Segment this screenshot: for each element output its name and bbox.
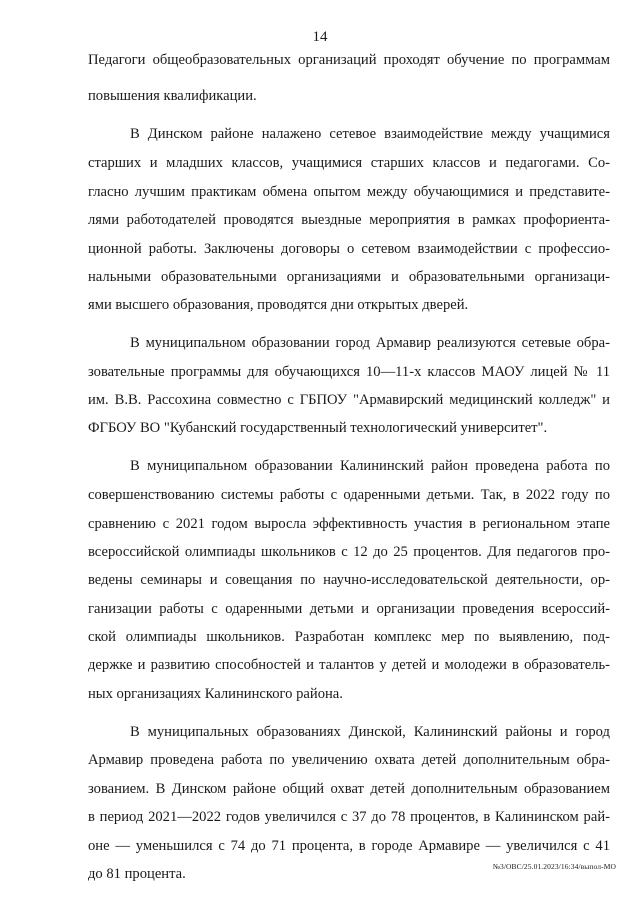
text-line: держке и развитию способностей и талантов у детей и молодежи в образователь- <box>88 657 610 673</box>
text-line: повышения квалификации. <box>88 88 257 104</box>
text-line: Педагоги общеобразовательных организаций проходят обучение по программам <box>88 52 610 68</box>
text-line: Армавир проведена работа по увеличению охвата детей дополнительным обра- <box>88 752 610 768</box>
text-line: совершенствованию системы работы с одаренными детьми. Так, в 2022 году по <box>88 487 610 503</box>
text-line: ведены семинары и совещания по научно-исследовательской деятельности, ор- <box>88 572 610 588</box>
text-line: до 81 процента. <box>88 866 186 882</box>
text-line: им. В.В. Рассохина совместно с ГБПОУ "Армавирский медицинский колледж" и <box>88 392 610 408</box>
page-number: 14 <box>312 29 328 45</box>
text-line: старших и младших классов, учащимися старших классов и педагогами. Со- <box>88 155 610 171</box>
text-line: лями работодателей проводятся выездные мероприятия в рамках профориента- <box>88 212 610 228</box>
text-line: всероссийской олимпиады школьников с 12 до 25 процентов. Для педагогов про- <box>88 544 610 560</box>
text-line: нальными образовательными организациями и образовательными организаци- <box>88 269 610 285</box>
text-line: зовательные программы для обучающихся 10—11-х классов МАОУ лицей № 11 <box>88 364 610 380</box>
text-line: ганизации работы с одаренными детьми и организации проведения всероссий- <box>88 601 610 617</box>
text-line: ями высшего образования, проводятся дни открытых дверей. <box>88 297 469 313</box>
text-line: оне — уменьшился с 74 до 71 процента, в городе Армавире — увеличился с 41 <box>88 838 610 854</box>
text-line: ФГБОУ ВО "Кубанский государственный технологический университет". <box>88 420 548 436</box>
document-footer-code: №3/ОВС/25.01.2023/16:34/выпол-МО <box>492 862 616 871</box>
text-line: В муниципальных образованиях Динской, Калининский районы и город <box>130 724 610 740</box>
text-line: сравнению с 2021 годом выросла эффективность участия в региональном этапе <box>88 516 610 532</box>
text-line: ской олимпиады школьников. Разработан комплекс мер по выявлению, под- <box>88 629 610 645</box>
text-line: В муниципальном образовании город Армавир реализуются сетевые обра- <box>130 335 610 351</box>
text-line: В Динском районе налажено сетевое взаимодействие между учащимися <box>130 126 610 142</box>
text-line: ных организациях Калининского района. <box>88 686 343 702</box>
text-line: зованием. В Динском районе общий охват детей дополнительным образованием <box>88 781 610 797</box>
text-line: В муниципальном образовании Калининский район проведена работа по <box>130 458 610 474</box>
text-line: гласно лучшим практикам обмена опытом между обучающимися и представите- <box>88 184 610 200</box>
text-line: в период 2021—2022 годов увеличился с 37 до 78 процентов, в Калининском рай- <box>88 809 610 825</box>
text-line: ционной работы. Заключены договоры о сетевом взаимодействии с профессио- <box>88 241 610 257</box>
